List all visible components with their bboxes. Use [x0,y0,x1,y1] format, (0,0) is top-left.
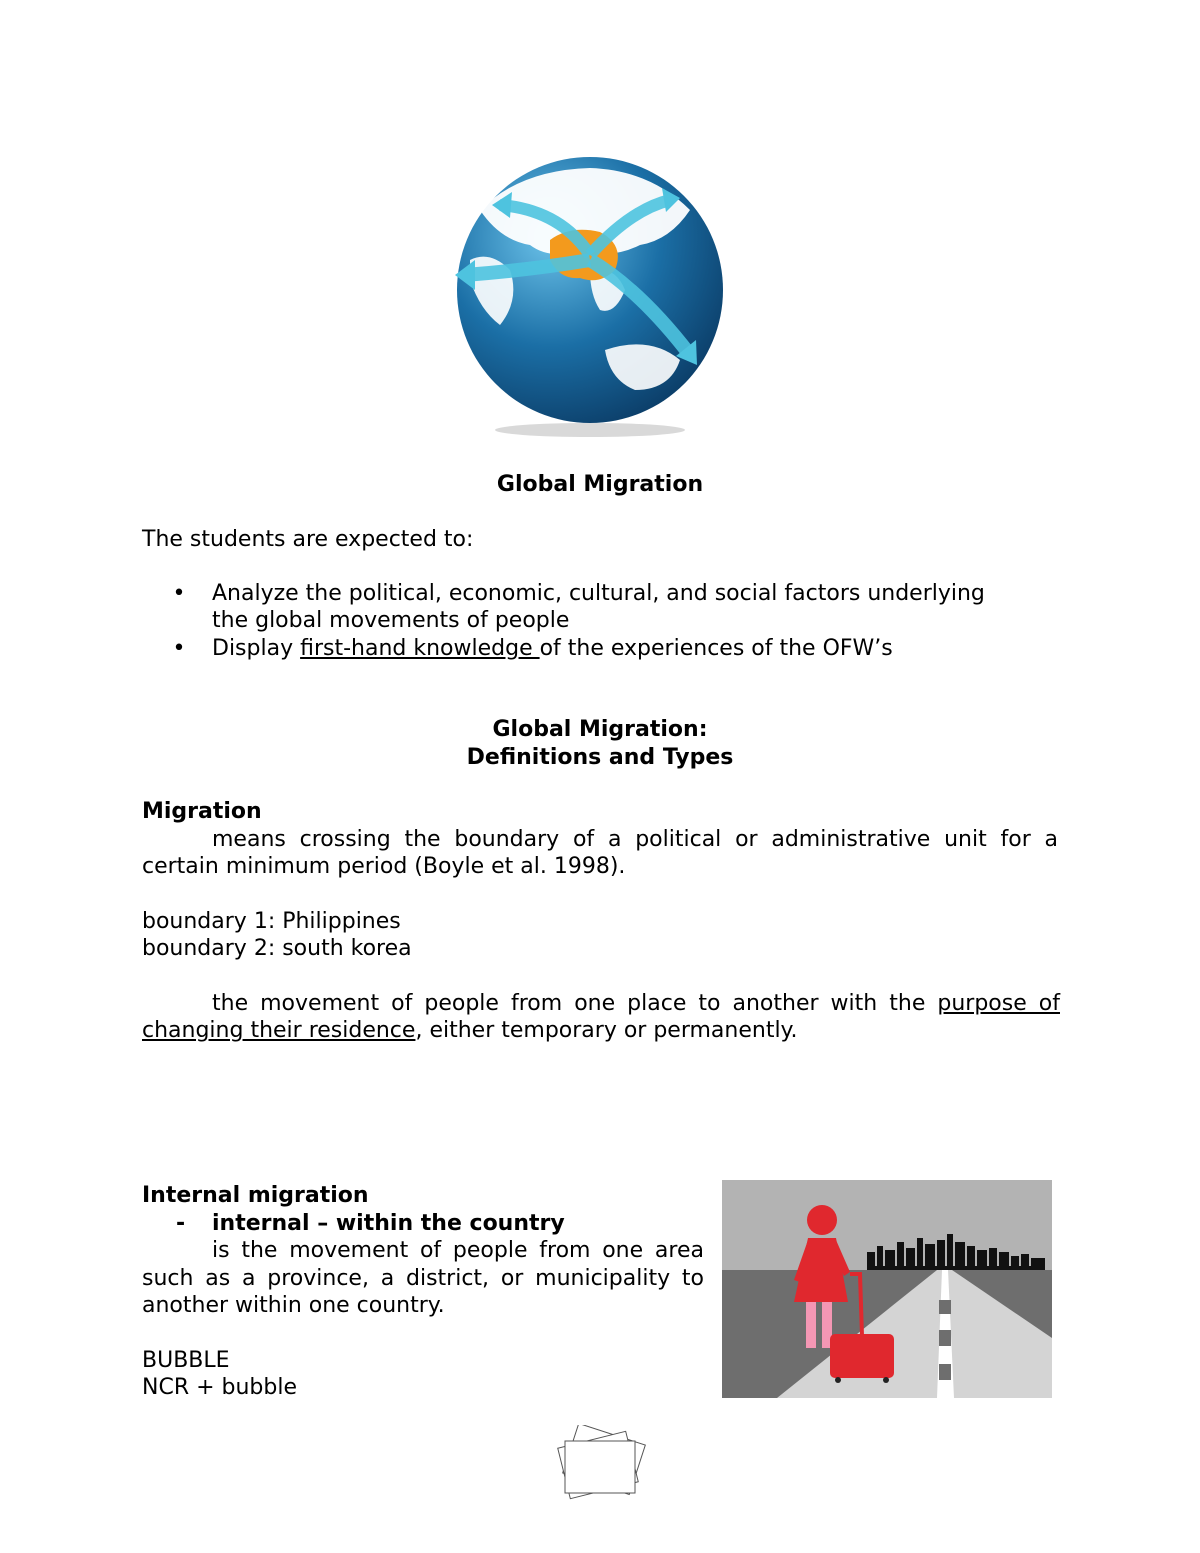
internal-definition-line3: another within one country. [142,1293,445,1318]
internal-subterm: internal – within the country [212,1211,565,1236]
note-ncr-bubble: NCR + bubble [142,1375,298,1400]
movement-definition-line2 [142,1017,797,1044]
bullet-dot: • [172,581,186,606]
migration-definition-line2: certain minimum period (Boyle et al. 1998). [142,854,626,879]
purpose-underlined: purpose of [937,991,1060,1016]
movement-definition-line1 [212,990,1060,1017]
section-title-line2: Definitions and Types [466,745,734,770]
objective-2-post: of the experiences of the OFW’s [539,636,893,661]
residence-underlined: changing their residence [142,1018,416,1043]
movement-post: , either temporary or permanently. [415,1018,798,1043]
objective-2 [212,635,893,662]
bullet-dot: • [172,636,186,661]
section-title-line1: Global Migration: [492,717,708,742]
boundary-1: boundary 1: Philippines [142,909,401,934]
internal-definition-line1: is the movement of people from one area [212,1238,704,1263]
traveler-city-road-icon [722,1180,1052,1398]
first-hand-knowledge-underlined: first-hand knowledge [300,636,540,661]
globe-migration-icon [440,150,730,440]
internal-migration-term: Internal migration [142,1183,369,1208]
objective-2-pre: Display [212,636,301,661]
objective-1-line2: the global movements of people [212,608,570,633]
movement-pre: the movement of people from one place to another with the [212,991,938,1016]
migration-term: Migration [142,799,262,824]
dash: - [176,1211,186,1236]
objective-1-line1: Analyze the political, economic, cultural, and social factors underlying [212,581,985,606]
note-bubble: BUBBLE [142,1348,230,1373]
internal-definition-line2: such as a province, a district, or municipality to [142,1266,704,1291]
objectives-intro: The students are expected to: [142,527,474,552]
page-stack-icon [553,1425,648,1510]
migration-definition-line1: means crossing the boundary of a political or administrative unit for a [212,827,1058,852]
boundary-2: boundary 2: south korea [142,936,412,961]
page-title: Global Migration [496,472,704,497]
